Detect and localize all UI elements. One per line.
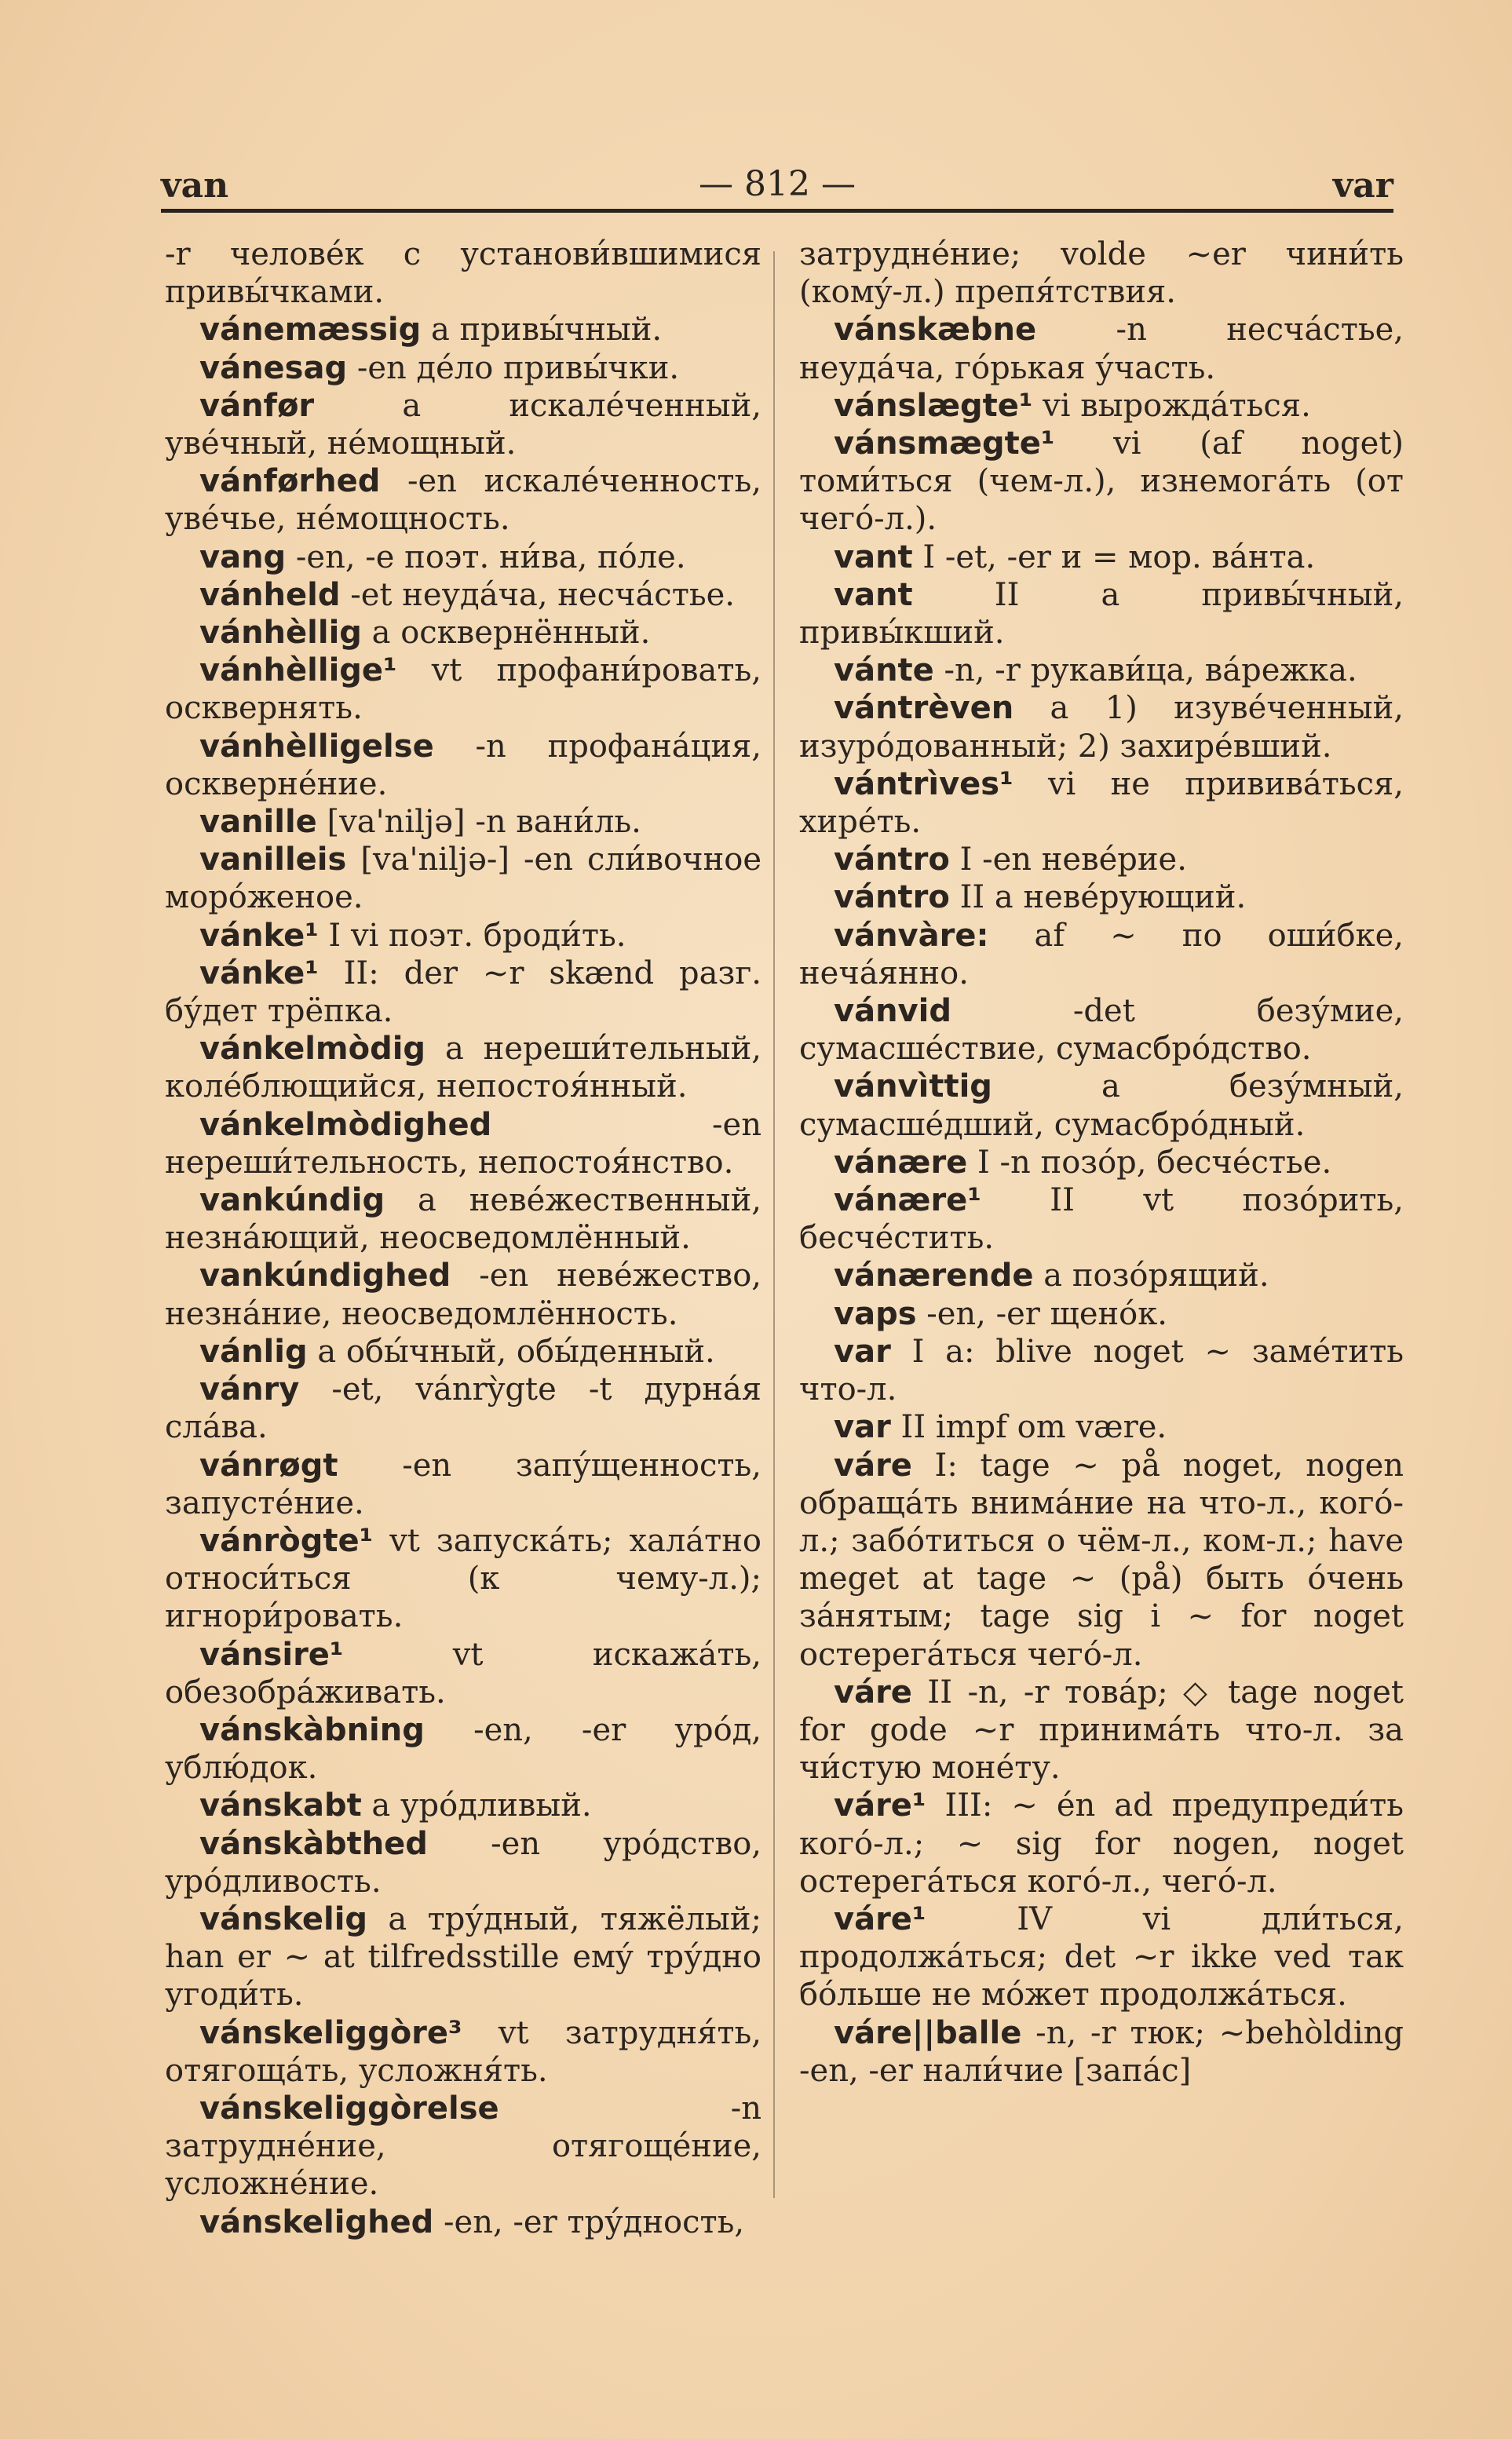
dictionary-entry xyxy=(799,992,1404,1068)
dictionary-entry xyxy=(799,311,1404,386)
entry-definition: a тру́дный, тяжёлый; han er ~ at tilfredsstille емý тру́дно угоди́ть. xyxy=(165,1900,761,2014)
dictionary-entry xyxy=(165,1522,761,1636)
dictionary-entry xyxy=(165,2203,761,2241)
dictionary-entry xyxy=(165,387,761,462)
dictionary-entry xyxy=(799,1900,1404,2014)
dictionary-entry xyxy=(165,652,761,727)
dictionary-entry xyxy=(165,1371,761,1446)
dictionary-entry xyxy=(165,1636,761,1711)
entry-headword: vaps xyxy=(834,1295,917,1332)
dictionary-entry xyxy=(799,236,1404,311)
dictionary-entry xyxy=(165,2090,761,2203)
entry-definition: II -n, -r товáр; ◇ tage noget for gode ~r принимáть что-л. за чи́стую монéту. xyxy=(799,1674,1404,1787)
page-number: — 812 — xyxy=(699,164,856,204)
entry-headword: vánfør xyxy=(199,387,315,424)
entry-headword: vánvàre: xyxy=(834,917,989,954)
entry-definition: затруднéние; volde ~er чини́ть (комý-л.) препя́тствия. xyxy=(799,236,1404,311)
entry-definition: a невéжественный, незнáющий, неосведомлённый. xyxy=(165,1182,761,1257)
dictionary-entry xyxy=(799,765,1404,841)
dictionary-entry xyxy=(799,1447,1404,1674)
entry-headword: vanille xyxy=(199,804,317,841)
dictionary-entry xyxy=(165,1825,761,1900)
entry-definition: a привы́чный. xyxy=(421,312,663,349)
header-rule xyxy=(161,209,1393,213)
entry-definition: vt искажáть, обезобрáживать. xyxy=(165,1636,761,1711)
entry-headword: vánskabt xyxy=(199,1787,362,1824)
dictionary-entry xyxy=(799,1144,1404,1181)
right-column xyxy=(799,236,1404,2090)
entry-headword: váre¹ xyxy=(834,1900,926,1937)
entry-headword: vánskelig xyxy=(199,1900,368,1937)
entry-headword: vánslægte¹ xyxy=(834,387,1033,424)
entry-definition: vi (af noget) томи́ться (чем-л.), изнемогáть (от чегó-л.). xyxy=(799,425,1404,538)
entry-headword: váre xyxy=(834,1447,912,1484)
dictionary-entry xyxy=(165,917,761,955)
dictionary-entry xyxy=(165,236,761,311)
entry-definition: I: tage ~ på noget, nogen обращáть внимáние на что-л., когó-л.; забóтиться о чём-л., ком-л.; have meget at tage ~ (på) быть óчень зáнятым; tage sig i ~ for noget остерегáться чегó-л. xyxy=(799,1447,1404,1673)
entry-headword: vanilleis xyxy=(199,842,347,878)
entry-headword: vánærende xyxy=(834,1258,1034,1294)
entry-definition: IV vi дли́ться, продолжáться; det ~r ikke ved так бóльше не мóжет продолжáться. xyxy=(799,1900,1404,2014)
entry-definition: a 1) изувéченный, изурóдованный; 2) захирéвший. xyxy=(799,690,1404,765)
dictionary-entry xyxy=(165,1181,761,1257)
dictionary-entry xyxy=(165,539,761,576)
entry-headword: vankúndighed xyxy=(199,1258,451,1294)
dictionary-entry xyxy=(799,2014,1404,2090)
entry-definition: -en дéло привы́чки. xyxy=(347,349,680,386)
dictionary-entry xyxy=(165,349,761,387)
entry-definition: -en, -er тру́дность, xyxy=(433,2203,745,2240)
entry-headword: vántrìves¹ xyxy=(834,765,1013,802)
entry-headword: vántrèven xyxy=(834,690,1014,727)
entry-headword: váre¹ xyxy=(834,1787,926,1824)
dictionary-entry xyxy=(799,1257,1404,1294)
entry-definition: -en, -e поэт. ни́ва, пóле. xyxy=(286,539,686,575)
dictionary-entry xyxy=(165,311,761,349)
dictionary-entry xyxy=(165,1447,761,1522)
dictionary-entry xyxy=(799,576,1404,652)
entry-headword: var xyxy=(834,1333,891,1370)
entry-headword: vánlig xyxy=(199,1333,308,1370)
dictionary-entry xyxy=(165,2014,761,2090)
entry-headword: vánke¹ xyxy=(199,917,319,954)
entry-headword: vánhèllige¹ xyxy=(199,652,397,689)
entry-definition: I -n позóр, бесчéстье. xyxy=(967,1144,1332,1181)
entry-headword: vánesag xyxy=(199,349,348,386)
entry-definition: -en нереши́тельность, непостоя́нство. xyxy=(165,1106,761,1181)
entry-definition: III: ~ én ad предупреди́ть когó-л.; ~ sig for nogen, noget остерегáться когó-л., чегó-л. xyxy=(799,1787,1404,1900)
entry-headword: vánhèlligelse xyxy=(199,728,434,765)
dictionary-entry xyxy=(165,1257,761,1332)
dictionary-entry xyxy=(799,689,1404,765)
entry-headword: vánførhed xyxy=(199,463,381,500)
entry-definition: -n профанáция, осквернéние. xyxy=(165,728,761,802)
entry-headword: vánrògte¹ xyxy=(199,1522,374,1559)
dictionary-entry xyxy=(799,1787,1404,1900)
entry-definition: -n, -r рукави́ца, вáрежка. xyxy=(933,652,1357,689)
entry-definition: -et, vánrỳgte -t дурнáя слáва. xyxy=(165,1371,761,1446)
entry-definition: -det безу́мие, сумасшéствие, сумасбрóдство. xyxy=(799,993,1404,1068)
entry-definition: a безу́мный, сумасшéдший, сумасбрóдный. xyxy=(799,1068,1404,1143)
dictionary-entry xyxy=(165,576,761,614)
entry-definition: [va'niljə] -n вани́ль. xyxy=(316,804,641,841)
entry-headword: vánke¹ xyxy=(199,955,319,991)
dictionary-entry xyxy=(799,1674,1404,1787)
entry-definition: a искалéченный, увéчный, нéмощный. xyxy=(165,387,761,462)
entry-definition: -r человéк с установи́вшимися привы́чками. xyxy=(165,236,761,311)
entry-headword: váre xyxy=(834,1674,912,1711)
entry-definition: I vi поэт. броди́ть. xyxy=(318,917,626,954)
entry-definition: -en урóдство, урóдливость. xyxy=(165,1825,761,1900)
entry-definition: -et неудáча, несчáстье. xyxy=(340,576,735,613)
entry-headword: váre||balle xyxy=(834,2014,1022,2051)
entry-definition: -n затруднéние, отягощéние, усложнéние. xyxy=(165,2090,761,2203)
entry-definition: a урóдливый. xyxy=(361,1787,592,1824)
entry-definition: II a привы́чный, привы́кший. xyxy=(799,576,1404,652)
dictionary-entry xyxy=(799,1333,1404,1408)
dictionary-entry xyxy=(799,1181,1404,1257)
dictionary-entry xyxy=(799,387,1404,425)
entry-headword: vang xyxy=(199,539,287,575)
entry-definition: II vt позóрить, бесчéстить. xyxy=(799,1182,1404,1257)
dictionary-entry xyxy=(799,539,1404,576)
entry-definition: vi вырождáться. xyxy=(1032,387,1311,424)
dictionary-entry xyxy=(165,462,761,538)
entry-headword: vánry xyxy=(199,1371,300,1408)
column-divider xyxy=(773,251,775,2198)
dictionary-entry xyxy=(799,1068,1404,1143)
dictionary-entry xyxy=(165,955,761,1030)
dictionary-entry xyxy=(799,1295,1404,1333)
entry-definition: -en искалéченность, увéчье, нéмощность. xyxy=(165,463,761,538)
entry-headword: vánære xyxy=(834,1144,968,1181)
entry-definition: a позóрящий. xyxy=(1033,1258,1269,1294)
entry-definition: [va'niljə-] -en сли́вочное морóженое. xyxy=(165,842,761,916)
page-header xyxy=(161,154,1393,209)
header-left-guideword: van xyxy=(161,166,229,206)
entry-headword: vánskàbthed xyxy=(199,1825,428,1862)
entry-headword: vánhèllig xyxy=(199,615,362,652)
entry-headword: vántro xyxy=(834,879,950,916)
entry-headword: vánkelmòdig xyxy=(199,1031,426,1068)
dictionary-entry xyxy=(165,614,761,652)
entry-definition: af ~ по оши́бке, нечáянно. xyxy=(799,917,1404,991)
entry-headword: vánemæssig xyxy=(199,312,422,349)
entry-headword: vánsmægte¹ xyxy=(834,425,1055,462)
entry-definition: -en, -er щенóк. xyxy=(916,1295,1167,1332)
entry-headword: vánte xyxy=(834,652,934,689)
left-column xyxy=(165,236,761,2241)
entry-definition: -en, -er урóд, ублю́док. xyxy=(165,1711,761,1787)
dictionary-entry xyxy=(799,425,1404,539)
entry-headword: vántro xyxy=(834,842,950,878)
entry-definition: vi не прививáться, хирéть. xyxy=(799,765,1404,841)
entry-definition: -en невéжество, незнáние, неосведомлённость. xyxy=(165,1258,761,1332)
entry-definition: I -et, -er и = мор. вáнта. xyxy=(912,539,1316,575)
entry-headword: vánvìttig xyxy=(834,1068,992,1105)
dictionary-entry xyxy=(165,1106,761,1181)
entry-headword: vánskæbne xyxy=(834,312,1037,349)
dictionary-entry xyxy=(165,728,761,803)
dictionary-entry xyxy=(799,652,1404,689)
entry-headword: vánskeliggòre³ xyxy=(199,2014,462,2051)
entry-definition: a осквернённый. xyxy=(361,615,651,652)
dictionary-entry xyxy=(165,1787,761,1824)
entry-headword: vant xyxy=(834,539,913,575)
dictionary-entry xyxy=(165,841,761,916)
entry-definition: II: der ~r skænd разг. бу́дет трёпка. xyxy=(165,955,761,1030)
entry-definition: vt профани́ровать, осквернять. xyxy=(165,652,761,727)
dictionary-entry xyxy=(165,1900,761,2014)
entry-definition: a нереши́тельный, колéблющийся, непостоя́нный. xyxy=(165,1031,761,1105)
dictionary-entry xyxy=(165,1333,761,1371)
dictionary-entry xyxy=(165,1711,761,1787)
entry-headword: vankúndig xyxy=(199,1182,385,1219)
entry-definition: a обы́чный, обы́денный. xyxy=(307,1333,715,1370)
dictionary-entry xyxy=(165,803,761,841)
entry-headword: vánære¹ xyxy=(834,1182,981,1219)
dictionary-entry xyxy=(799,841,1404,878)
entry-definition: vt запускáть; халáтно относи́ться (к чему-л.); игнори́ровать. xyxy=(165,1522,761,1635)
entry-headword: vánrøgt xyxy=(199,1447,338,1484)
entry-headword: var xyxy=(834,1409,891,1446)
entry-definition: vt затрудня́ть, отягощáть, усложня́ть. xyxy=(165,2014,761,2089)
entry-definition: II a невéрующий. xyxy=(949,879,1247,916)
dictionary-entry xyxy=(799,1408,1404,1446)
entry-headword: vánkelmòdighed xyxy=(199,1106,492,1143)
dictionary-entry xyxy=(799,917,1404,992)
entry-definition: I a: blive noget ~ замéтить что-л. xyxy=(799,1333,1404,1408)
entry-headword: vánsire¹ xyxy=(199,1636,344,1673)
entry-headword: vánskeliggòrelse xyxy=(199,2090,499,2127)
dictionary-entry xyxy=(165,1030,761,1105)
entry-definition: II impf om være. xyxy=(890,1409,1167,1446)
entry-headword: vánskelighed xyxy=(199,2203,434,2240)
entry-definition: -n, -r тюк; ~behòlding -en, -er нали́чие [запáс] xyxy=(799,2014,1404,2089)
entry-definition: -en запу́щенность, запустéние. xyxy=(165,1447,761,1521)
entry-headword: vánheld xyxy=(199,576,341,613)
entry-headword: vant xyxy=(834,576,913,613)
dictionary-entry xyxy=(799,878,1404,916)
entry-headword: vánskàbning xyxy=(199,1711,425,1748)
header-right-guideword: var xyxy=(1332,166,1393,206)
entry-definition: I -en невéрие. xyxy=(949,842,1187,878)
entry-headword: vánvid xyxy=(834,993,951,1030)
entry-definition: -n несчáстье, неудáча, гóрькая у́часть. xyxy=(799,312,1404,386)
